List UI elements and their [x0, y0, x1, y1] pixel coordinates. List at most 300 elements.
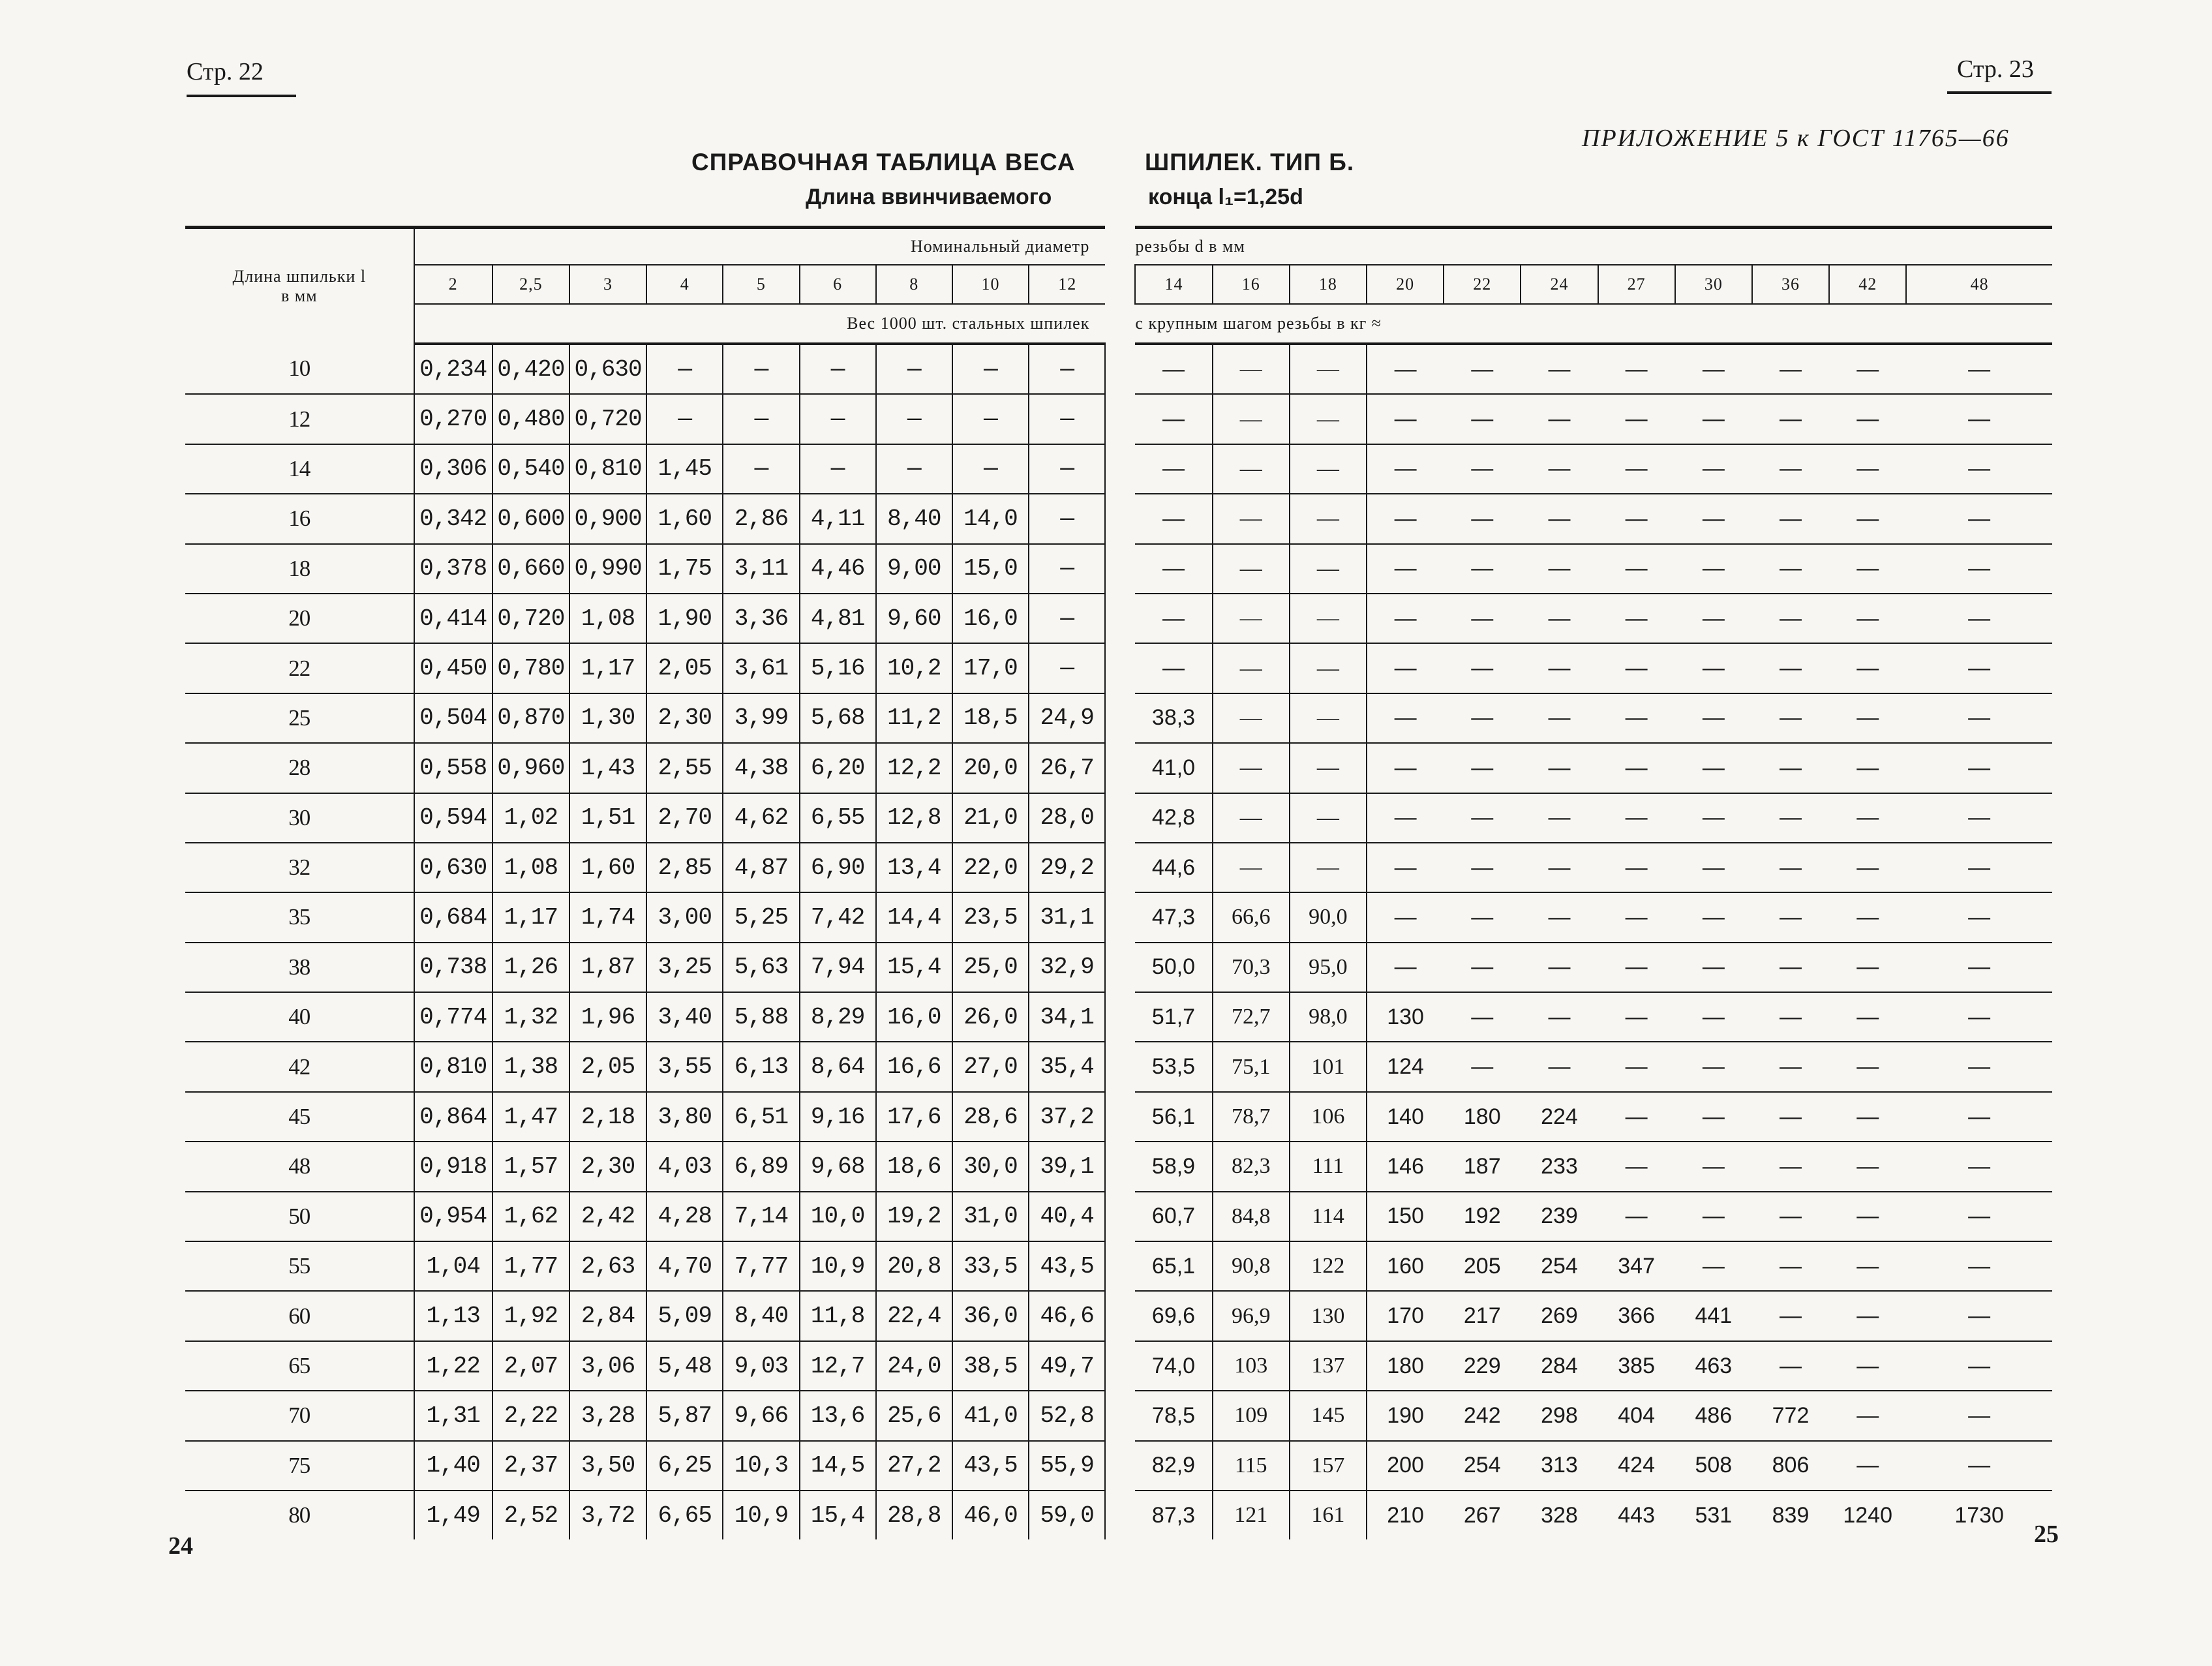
length-cell: 80 [185, 1491, 414, 1539]
weight-cell: 106 [1290, 1092, 1367, 1142]
table-row [185, 793, 2052, 843]
weight-cell: — [1290, 843, 1367, 892]
weight-cell: 486 [1675, 1391, 1752, 1440]
weight-cell: 0,540 [492, 444, 569, 494]
weight-cell: 3,80 [646, 1092, 723, 1142]
weight-cell: 78,5 [1135, 1391, 1212, 1440]
weight-cell: 239 [1521, 1192, 1598, 1241]
weight-cell: 3,40 [646, 992, 723, 1042]
weight-cell: 0,960 [492, 743, 569, 793]
weight-cell: 4,03 [646, 1142, 723, 1191]
weight-cell: 41,0 [1135, 743, 1212, 793]
weight-cell: 180 [1367, 1341, 1444, 1391]
weight-cell: 0,270 [414, 394, 492, 444]
length-cell: 18 [185, 544, 414, 594]
diameter-header-cell: 20 [1367, 265, 1444, 304]
weight-cell: — [1444, 444, 1521, 494]
weight-cell: — [1367, 843, 1444, 892]
weight-cell: — [1135, 444, 1212, 494]
weight-cell: — [1829, 643, 1906, 693]
diameter-header-cell: 10 [952, 265, 1029, 304]
weight-cell: 269 [1521, 1291, 1598, 1340]
weight-cell: 82,9 [1135, 1441, 1212, 1491]
weight-cell: — [1752, 444, 1829, 494]
weight-cell: 20,8 [876, 1241, 952, 1291]
weight-cell: 4,11 [800, 494, 876, 543]
weight-cell: 157 [1290, 1441, 1367, 1491]
weight-cell: 180 [1444, 1092, 1521, 1142]
table-row [185, 843, 2052, 892]
weight-cell: 1730 [1954, 1502, 2004, 1528]
weight-cell: — [723, 344, 799, 394]
weight-cell: — [952, 344, 1029, 394]
weight-cell: — [1906, 1192, 2052, 1241]
weight-cell: 130 [1367, 992, 1444, 1042]
weight-cell: 20,0 [952, 743, 1029, 793]
weight-cell: 96,9 [1213, 1291, 1290, 1340]
weight-cell: 187 [1444, 1142, 1521, 1191]
weight-cell: 22,4 [876, 1291, 952, 1340]
weight-cell: — [1906, 992, 2052, 1042]
weight-cell: 5,25 [723, 892, 799, 942]
weight-cell: — [1029, 643, 1105, 693]
weight-cell: — [1367, 793, 1444, 843]
length-cell: 42 [185, 1042, 414, 1091]
length-cell: 55 [185, 1241, 414, 1291]
length-cell: 40 [185, 992, 414, 1042]
weight-cell: 69,6 [1135, 1291, 1212, 1340]
weight-cell: 1,26 [492, 943, 569, 992]
weight-cell: 47,3 [1135, 892, 1212, 942]
weight-cell: 25,6 [876, 1391, 952, 1440]
length-cell: 30 [185, 793, 414, 843]
weight-cell: 13,6 [800, 1391, 876, 1440]
weight-cell: — [1444, 643, 1521, 693]
weight-cell: — [1029, 494, 1105, 543]
weight-cell: 59,0 [1029, 1491, 1105, 1539]
weight-cell: — [1444, 594, 1521, 643]
weight-cell: 40,4 [1029, 1192, 1105, 1241]
weight-cell: 284 [1521, 1341, 1598, 1391]
weight-cell: — [1752, 1142, 1829, 1191]
weight-cell: 50,0 [1135, 943, 1212, 992]
weight-cell: 8,40 [723, 1291, 799, 1340]
length-cell: 20 [185, 594, 414, 643]
weight-cell: 190 [1367, 1391, 1444, 1440]
weight-cell: — [1213, 344, 1290, 394]
weight-cell: 90,0 [1290, 892, 1367, 942]
weight-cell: — [646, 394, 723, 444]
table-row [185, 394, 2052, 444]
weight-cell: 34,1 [1029, 992, 1105, 1042]
weight-cell: 111 [1290, 1142, 1367, 1191]
diameter-header-cell: 3 [569, 265, 646, 304]
weight-cell: — [1906, 1341, 2052, 1391]
table-row [185, 1142, 2052, 1191]
weight-cell: — [1598, 444, 1675, 494]
weight-cell: — [1752, 344, 1829, 394]
weight-cell: — [1367, 643, 1444, 693]
weight-cell: — [1675, 793, 1752, 843]
weight-cell: 0,810 [569, 444, 646, 494]
weight-cell: 27,2 [876, 1441, 952, 1491]
length-column-header [185, 228, 414, 344]
weight-cell: — [1598, 693, 1675, 743]
weight-cell: 1,77 [492, 1241, 569, 1291]
weight-cell: 6,65 [646, 1491, 723, 1539]
weight-cell: 3,06 [569, 1341, 646, 1391]
weight-cell: — [1906, 1092, 2052, 1142]
weight-cell: — [1213, 793, 1290, 843]
weight-cell: 109 [1213, 1391, 1290, 1440]
weight-cell: 27,0 [952, 1042, 1029, 1091]
weight-cell: — [1290, 693, 1367, 743]
weight-cell: — [1906, 643, 2052, 693]
weight-cell: 1,51 [569, 793, 646, 843]
weight-cell: 1,60 [569, 843, 646, 892]
weight-cell: 17,6 [876, 1092, 952, 1142]
weight-cell: 75,1 [1213, 1042, 1290, 1091]
weight-cell: 229 [1444, 1341, 1521, 1391]
weight-cell: — [1290, 594, 1367, 643]
weight-cell: 103 [1213, 1341, 1290, 1391]
weight-cell: 2,07 [492, 1341, 569, 1391]
weight-cell: 14,0 [952, 494, 1029, 543]
length-cell: 38 [185, 943, 414, 992]
length-cell: 45 [185, 1092, 414, 1142]
weight-cell: 0,720 [569, 394, 646, 444]
weight-cell: — [1906, 743, 2052, 793]
weight-cell: — [1829, 843, 1906, 892]
weight-cell: 14,5 [800, 1441, 876, 1491]
weight-cell: — [1290, 444, 1367, 494]
weight-cell: — [1829, 992, 1906, 1042]
page-number-left: Стр. 22 [187, 58, 264, 85]
weight-cell: 19,2 [876, 1192, 952, 1241]
weight-cell: 84,8 [1213, 1192, 1290, 1241]
table-row [185, 1241, 2052, 1291]
diameter-header-cell: 48 [1906, 265, 2052, 304]
weight-cell: — [1290, 394, 1367, 444]
weight-cell: 5,88 [723, 992, 799, 1042]
weight-cell: — [1752, 643, 1829, 693]
weight-cell: 46,6 [1029, 1291, 1105, 1340]
weight-header-right: с крупным шагом резьбы в кг ≈ [1135, 304, 2052, 344]
weight-cell: — [1906, 344, 2052, 394]
weight-table-container [185, 226, 2052, 1539]
weight-cell: — [1752, 992, 1829, 1042]
weight-cell: — [1752, 1291, 1829, 1340]
weight-cell: 145 [1290, 1391, 1367, 1440]
table-subtitle-right: конца l₁=1,25d [1148, 185, 1303, 209]
weight-cell: 0,954 [414, 1192, 492, 1241]
weight-cell: — [1444, 544, 1521, 594]
weight-cell: 242 [1444, 1391, 1521, 1440]
weight-cell: 9,66 [723, 1391, 799, 1440]
weight-cell: 6,25 [646, 1441, 723, 1491]
weight-cell: 7,94 [800, 943, 876, 992]
weight-cell: 6,55 [800, 793, 876, 843]
table-row [185, 743, 2052, 793]
weight-cell: 115 [1213, 1441, 1290, 1491]
weight-cell: — [1829, 394, 1906, 444]
weight-cell: 5,87 [646, 1391, 723, 1440]
diameter-header-left: Номинальный диаметр [414, 228, 1106, 265]
weight-cell: — [1829, 1341, 1906, 1391]
weight-cell: 1,62 [492, 1192, 569, 1241]
weight-cell: 66,6 [1213, 892, 1290, 942]
weight-cell: — [1598, 494, 1675, 543]
diameter-header-cell: 24 [1521, 265, 1598, 304]
weight-cell: 0,600 [492, 494, 569, 543]
weight-cell: 65,1 [1135, 1241, 1212, 1291]
weight-cell: 150 [1367, 1192, 1444, 1241]
weight-cell: — [1029, 444, 1105, 494]
weight-cell: 16,0 [952, 594, 1029, 643]
weight-cell: 0,720 [492, 594, 569, 643]
weight-cell: — [1135, 643, 1212, 693]
weight-cell: 6,20 [800, 743, 876, 793]
weight-cell: 0,234 [414, 344, 492, 394]
weight-cell: — [1752, 594, 1829, 643]
length-header-line2: в мм [280, 286, 318, 305]
weight-cell: 49,7 [1029, 1341, 1105, 1391]
weight-cell: 101 [1290, 1042, 1367, 1091]
weight-cell: 0,594 [414, 793, 492, 843]
weight-cell: — [1444, 693, 1521, 743]
weight-cell: 4,28 [646, 1192, 723, 1241]
weight-cell: 2,52 [492, 1491, 569, 1539]
weight-cell: 1,04 [414, 1241, 492, 1291]
weight-cell: 1,38 [492, 1042, 569, 1091]
weight-cell: 17,0 [952, 643, 1029, 693]
weight-cell: — [1752, 843, 1829, 892]
weight-cell: — [1906, 943, 2052, 992]
table-row [185, 1441, 2052, 1491]
weight-cell: 7,77 [723, 1241, 799, 1291]
weight-cell: — [1829, 444, 1906, 494]
weight-cell: 1,17 [492, 892, 569, 942]
length-cell: 16 [185, 494, 414, 543]
diameter-header-cell: 18 [1290, 265, 1367, 304]
weight-cell: — [1029, 594, 1105, 643]
weight-cell: 463 [1675, 1341, 1752, 1391]
weight-cell: — [876, 444, 952, 494]
weight-cell: 3,25 [646, 943, 723, 992]
weight-cell: 1,40 [414, 1441, 492, 1491]
weight-cell: — [1029, 544, 1105, 594]
weight-cell: — [1598, 843, 1675, 892]
weight-cell: 3,50 [569, 1441, 646, 1491]
weight-cell: 2,42 [569, 1192, 646, 1241]
weight-cell: — [1675, 1092, 1752, 1142]
weight-cell: — [1906, 1241, 2052, 1291]
weight-cell: 0,306 [414, 444, 492, 494]
weight-cell: — [1367, 444, 1444, 494]
weight-cell: — [800, 344, 876, 394]
weight-cell: — [1675, 943, 1752, 992]
weight-cell: — [1906, 1441, 2052, 1491]
weight-cell: — [1675, 1142, 1752, 1191]
table-row [185, 1291, 2052, 1340]
weight-cell: 404 [1598, 1391, 1675, 1440]
table-row [185, 1092, 2052, 1142]
weight-cell: 72,7 [1213, 992, 1290, 1042]
weight-cell: — [1752, 693, 1829, 743]
weight-cell: — [1752, 1042, 1829, 1091]
weight-cell: — [1752, 544, 1829, 594]
weight-cell: 4,62 [723, 793, 799, 843]
folio-left: 24 [168, 1532, 193, 1560]
weight-cell: — [1213, 494, 1290, 543]
weight-cell: 254 [1521, 1241, 1598, 1291]
weight-cell: — [1444, 793, 1521, 843]
weight-cell: — [1135, 594, 1212, 643]
weight-cell: 12,2 [876, 743, 952, 793]
table-row [185, 444, 2052, 494]
weight-cell: — [1598, 743, 1675, 793]
weight-cell: — [1906, 892, 2052, 942]
diameter-header-cell: 12 [1029, 265, 1105, 304]
weight-cell: 9,00 [876, 544, 952, 594]
length-cell: 14 [185, 444, 414, 494]
weight-cell: — [1598, 344, 1675, 394]
table-row [185, 1042, 2052, 1091]
weight-cell: 28,8 [876, 1491, 952, 1539]
weight-cell: 443 [1618, 1502, 1655, 1528]
weight-cell: 12,8 [876, 793, 952, 843]
weight-cell: 772 [1752, 1391, 1829, 1440]
weight-cell: 95,0 [1290, 943, 1367, 992]
weight-cell: — [1598, 793, 1675, 843]
weight-cell: — [1444, 344, 1521, 394]
length-cell: 12 [185, 394, 414, 444]
weight-cell: — [646, 344, 723, 394]
weight-cell: 10,3 [723, 1441, 799, 1491]
weight-cell: 2,63 [569, 1241, 646, 1291]
weight-cell: 8,40 [876, 494, 952, 543]
weight-cell: — [1598, 1042, 1675, 1091]
weight-cell: — [1829, 344, 1906, 394]
weight-cell: 328 [1541, 1502, 1578, 1528]
weight-cell: — [1444, 394, 1521, 444]
weight-cell: 130 [1290, 1291, 1367, 1340]
weight-cell: 35,4 [1029, 1042, 1105, 1091]
weight-cell: 124 [1367, 1042, 1444, 1091]
page-rule-right [1947, 91, 2052, 94]
weight-cell: 424 [1598, 1441, 1675, 1491]
weight-cell: — [1906, 394, 2052, 444]
weight-cell: — [1290, 743, 1367, 793]
weight-cell: 16,6 [876, 1042, 952, 1091]
weight-cell: 98,0 [1290, 992, 1367, 1042]
weight-cell: 210 [1387, 1502, 1424, 1528]
weight-cell: — [1598, 643, 1675, 693]
weight-cell: — [1675, 1042, 1752, 1091]
weight-cell: 0,630 [414, 843, 492, 892]
weight-cell: 29,2 [1029, 843, 1105, 892]
weight-cell: 32,9 [1029, 943, 1105, 992]
weight-cell: 3,61 [723, 643, 799, 693]
weight-cell: 10,9 [723, 1491, 799, 1539]
weight-cell: 58,9 [1135, 1142, 1212, 1191]
weight-cell: 44,6 [1135, 843, 1212, 892]
weight-cell: 9,68 [800, 1142, 876, 1191]
weight-cell: — [1213, 594, 1290, 643]
weight-cell: — [1675, 892, 1752, 942]
table-row [185, 643, 2052, 693]
weight-cell: 3,00 [646, 892, 723, 942]
weight-cell: 8,29 [800, 992, 876, 1042]
weight-cell: — [1829, 1192, 1906, 1241]
weight-cell: — [1752, 494, 1829, 543]
weight-cell: 87,3 [1135, 1491, 1212, 1539]
weight-cell: — [1906, 843, 2052, 892]
weight-cell: — [1521, 943, 1598, 992]
weight-cell: — [1367, 494, 1444, 543]
weight-cell: 0,504 [414, 693, 492, 743]
weight-cell: 5,68 [800, 693, 876, 743]
length-cell: 75 [185, 1441, 414, 1491]
weight-cell: 385 [1598, 1341, 1675, 1391]
weight-cell: — [1367, 892, 1444, 942]
weight-cell: — [1598, 992, 1675, 1042]
weight-cell: 0,660 [492, 544, 569, 594]
weight-cell: — [1521, 793, 1598, 843]
weight-cell: 10,0 [800, 1192, 876, 1241]
weight-cell: 313 [1521, 1441, 1598, 1491]
weight-cell: — [1829, 1092, 1906, 1142]
weight-cell: 82,3 [1213, 1142, 1290, 1191]
weight-cell: 38,5 [952, 1341, 1029, 1391]
weight-cell: 1,49 [414, 1491, 492, 1539]
weight-cell: 0,480 [492, 394, 569, 444]
weight-cell: 31,0 [952, 1192, 1029, 1241]
weight-cell: 33,5 [952, 1241, 1029, 1291]
weight-cell: — [1367, 943, 1444, 992]
weight-cell: 1,13 [414, 1291, 492, 1340]
weight-cell: — [1906, 494, 2052, 543]
weight-cell: — [1521, 743, 1598, 793]
weight-cell: — [1675, 693, 1752, 743]
weight-cell: — [1029, 394, 1105, 444]
weight-cell: — [1752, 892, 1829, 942]
diameter-header-cell: 36 [1752, 265, 1829, 304]
weight-cell: 2,05 [569, 1042, 646, 1091]
weight-cell: 3,11 [723, 544, 799, 594]
weight-cell: 0,558 [414, 743, 492, 793]
length-cell: 70 [185, 1391, 414, 1440]
weight-cell: 217 [1444, 1291, 1521, 1340]
length-cell: 65 [185, 1341, 414, 1391]
weight-cell: 1,57 [492, 1142, 569, 1191]
weight-cell: 43,5 [1029, 1241, 1105, 1291]
weight-cell: 6,90 [800, 843, 876, 892]
weight-cell: 5,63 [723, 943, 799, 992]
weight-cell: 254 [1444, 1441, 1521, 1491]
weight-cell: 2,84 [569, 1291, 646, 1340]
weight-cell: 2,37 [492, 1441, 569, 1491]
weight-cell: 1,47 [492, 1092, 569, 1142]
weight-cell: 1,43 [569, 743, 646, 793]
weight-cell: 0,870 [492, 693, 569, 743]
length-cell: 25 [185, 693, 414, 743]
weight-cell: 224 [1521, 1092, 1598, 1142]
weight-cell: — [1752, 1241, 1829, 1291]
weight-cell: — [1444, 743, 1521, 793]
table-row [185, 1391, 2052, 1440]
weight-cell: 0,810 [414, 1042, 492, 1091]
